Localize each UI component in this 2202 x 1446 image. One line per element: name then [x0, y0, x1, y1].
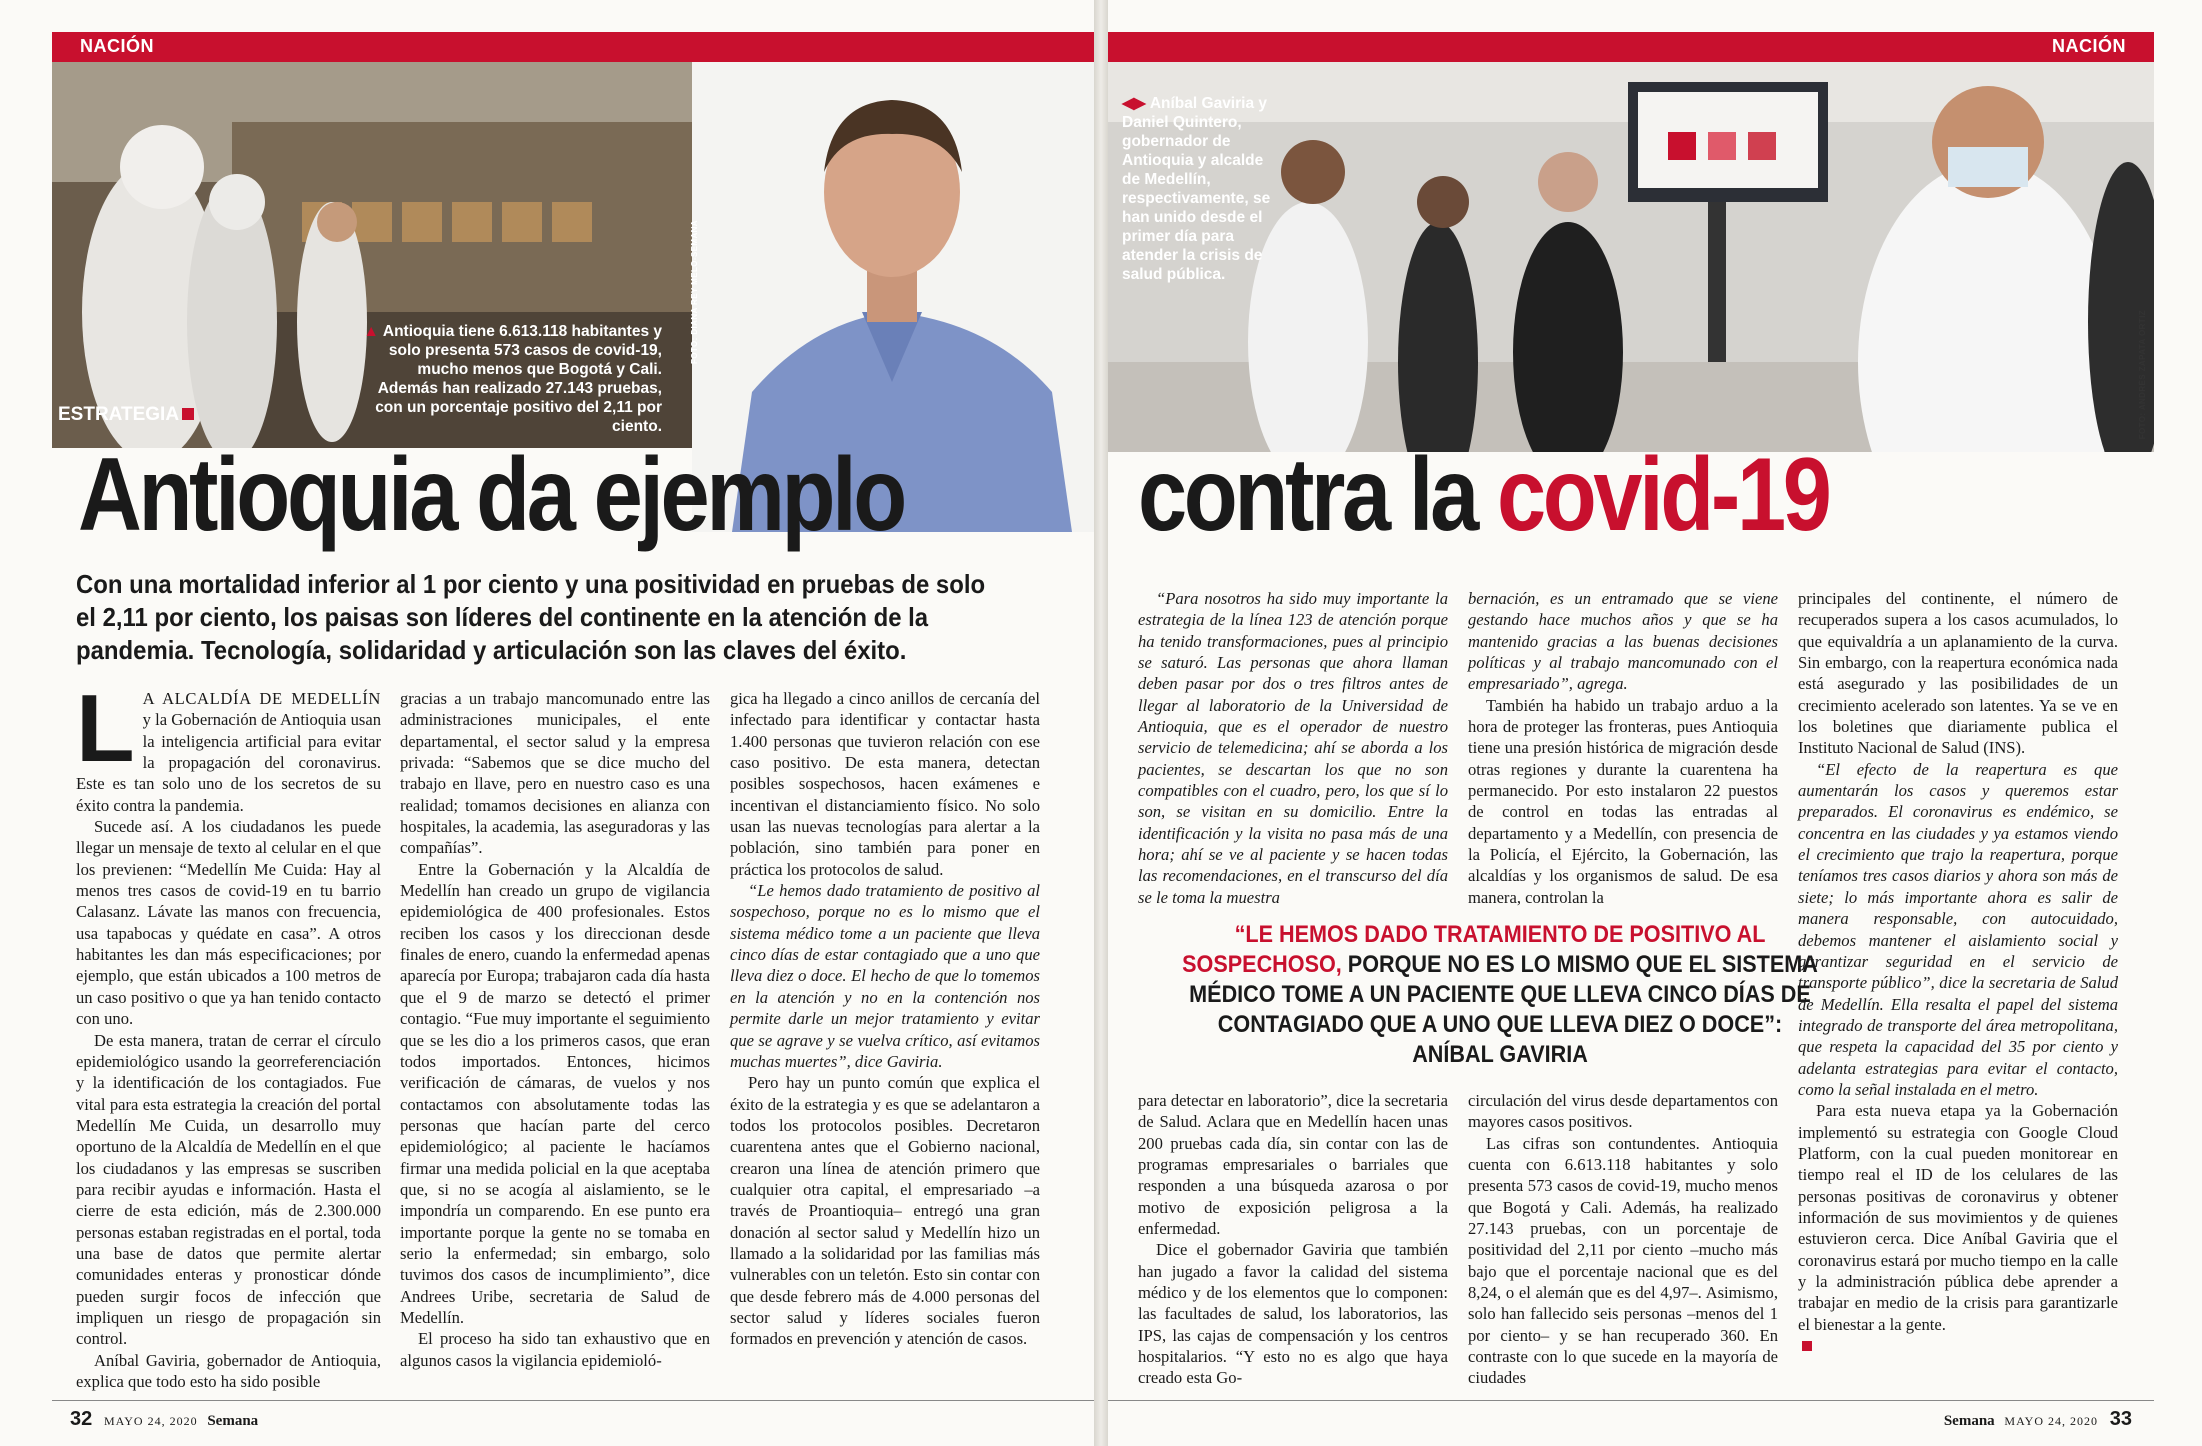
photo-credit-right: FOTO: ANDRÉS ZAPATA ORTIZ [2138, 310, 2147, 440]
left-right-arrows-icon: ◀▶ [1122, 95, 1146, 112]
photo-caption-right: ◀▶ Aníbal Gaviria y Daniel Quintero, gobernador de Antioquia y alcalde de Medellín, respectivamente, se han unido desde el primer día para atender la crisis de salud pública. [1122, 95, 1271, 283]
folio-left: 32 MAYO 24, 2020 Semana [70, 1408, 259, 1430]
headline-part1: Antioquia da ejemplo [78, 437, 904, 553]
headline-part2: contra la covid-19 [1138, 437, 1829, 553]
column-3: gica ha llegado a cinco anillos de cercanía del infectado para identificar y contactar hasta 1.400 personas que tuvieron relación con ese caso positivo. De esta manera, detectan posibles sospechosos, hacen exámenes e incentivan el distanciamiento físico. No solo usan las nuevas tecnologías para alertar a la población, sino también para poner en práctica los protocolos de salud. “Le hemos dado tratamiento de positivo al sospechoso, porque no es lo mismo que el sistema médico tome a un paciente que lleva cinco días de estar contagiado que a uno que lleva diez o doce. El hecho de que lo tomemos en la atención y no en la contención nos permite darle un mejor tratamiento y evitar que se agrave y se vuelva crítico, así evitamos muchas muertes”, dice Gaviria. Pero hay un punto común que explica el éxito de la estrategia y es que se adelantaron a todos los protocolos posibles. Decretaron cuarentena antes que el Gobierno nacional, crearon una línea de atención primero que cualquier otra capital, el empresariado –a través de Proantioquia– entregó una gran donación al sector salud y Medellín hizo un llamado a la solidaridad por las familias más vulnerables con un teletón. Esto sin contar con que desde febrero más de 4.000 personas del sector salud y líderes sociales fueron formados en prevención y atención de casos. [730, 689, 1040, 1349]
column-5-lower: circulación del virus desde departamentos con mayores casos positivos. Las cifras son contundentes. Antioquia cuenta con 6.613.118 habitantes y solo presenta 573 casos de covid-19, mucho menos que Bogotá y Cali. Además, ha realizado 27.143 pruebas, con un porcentaje de positividad del 2,11 por ciento –mucho más bajo que el porcentaje nacional que es del 8,24, o el alemán que es del 4,97–. Asimismo, solo han fallecido seis personas –menos del 1 por ciento– y se han recuperado 360. En contraste con lo que sucede en la mayoría de ciudades [1468, 1091, 1778, 1388]
photo-credit-left: FOTO: DIANA REY MELO-SEMANA [690, 220, 699, 364]
pull-quote: “LE HEMOS DADO TRATAMIENTO DE POSITIVO AL SOSPECHOSO, PORQUE NO ES LO MISMO QUE EL SISTEMA MÉDICO TOME A UN PACIENTE QUE LLEVA CINCO DÍAS DE CONTAGIADO QUE A UNO QUE LLEVA DIEZ O DOCE”: ANÍBAL GAVIRIA [1182, 921, 1818, 1068]
dropcap: L [76, 675, 135, 782]
section-bar-left [52, 32, 1094, 62]
section-label-right: NACIÓN [2052, 36, 2126, 56]
column-6: principales del continente, el número de recuperados supera a los casos acumulados, lo que equivaldría a un aplanamiento de la curva. Sin embargo, con la reapertura económica nada está asegurado y las posibilidades de un crecimiento acelerado son latentes. Ya se ve en los boletines que diariamente publica el Instituto Nacional de Salud (INS). “El efecto de la reapertura es que aumentarán los casos y queremos estar preparados. El coronavirus es endémico, se concentra en las ciudades y ya estamos viendo el crecimiento que trajo la reapertura, porque teníamos tres casos diarios y ahora son más de siete; lo más importante ahora es salir de manera responsable, con autocuidado, debemos mantener el aislamiento social y garantizar seguridad en el servicio de transporte público”, dice la secretaria de Salud de Medellín. Ella resalta el papel del sistema integrado de transporte del área metropolitana, que respeta la capacidad del 35 por ciento y adelanta estrategias para evitar el contacto, como la señal instalada en el metro. Para esta nueva etapa ya la Gobernación implementó su estrategia con Google Cloud Platform, con la cual pueden monitorear en tiempo real el ID de los celulares de las personas positivas de coronavirus y obtener información de sus movimientos y de quienes estuvieron cerca. Dice Aníbal Gaviria que el coronavirus estará por mucho tiempo en la calle y la administración pública debe aprender a trabajar en medio de la crisis para garantizarle el bienestar a la gente. [1798, 588, 2118, 1356]
left-page [0, 0, 1094, 1446]
triangle-icon: ▲ [363, 323, 379, 340]
page-gutter [1094, 0, 1108, 1446]
photo-caption-left: ▲ Antioquia tiene 6.613.118 habitantes y solo presenta 573 casos de covid-19, mucho menos que Bogotá y Cali. Además han realizado 27.143 pruebas, con un porcentaje positivo del 2,11 por ciento. [363, 323, 662, 435]
deck: Con una mortalidad inferior al 1 por ciento y una positividad en pruebas de solo el 2,11 por ciento, los paisas son líderes del continente en la atención de la pandemia. Tecnología, solidaridad y articulación son las claves del éxito. [76, 569, 986, 665]
column-4-lower: para detectar en laboratorio”, dice la secretaria de Salud. Aclara que en Medellín hacen unas 200 pruebas cada día, sin contar con las de programas empresariales o barriales que responden a una búsqueda azarosa o por motivo de exposición peligrosa a la enfermedad. Dice el gobernador Gaviria que también han jugado a favor la calidad del sistema médico y de los elementos que lo componen: las facultades de salud, los laboratorios, las IPS, las cajas de compensación y los centros hospitalarios. “Y esto no es algo que haya creado esta Go- [1138, 1091, 1448, 1388]
right-page [1108, 0, 2202, 1446]
section-tag: ESTRATEGIA [58, 404, 194, 426]
end-mark-icon [1802, 1341, 1812, 1351]
column-2: gracias a un trabajo mancomunado entre las administraciones municipales, el ente departamental, el sector salud y la empresa privada: “Sabemos que se dice mucho del trabajo en llave, pero en nuestro caso es una realidad; tomamos decisiones en alianza con hospitales, la academia, las aseguradoras y las compañías”. Entre la Gobernación y la Alcaldía de Medellín han creado un grupo de vigilancia epidemiológica de 400 profesionales. Estos reciben los casos y los direccionan desde finales de enero, cuando la enfermedad apenas aparecía por Europa; trabajaron cada día hasta que el 9 de marzo se detectó el primer contagio. “Fue muy importante el seguimiento que se les dio a los primeros casos, que eran todos importados. Entonces, hicimos verificación de cámaras, de vuelos y nos contactamos con absolutamente todas las personas que hacían parte del cerco epidemiológico; al paciente le hacíamos firmar una medida policial en la que aceptaba que, si no se acogía al aislamiento, se le impondría un comparendo. En ese punto era importante porque la gente no se tomaba en serio la enfermedad; sin embargo, solo tuvimos dos casos de incumplimiento”, dice Andrees Uribe, secretaria de Salud de Medellín. El proceso ha sido tan exhaustivo que en algunos casos la vigilancia epidemioló- [400, 689, 710, 1370]
footer-rule-left [52, 1400, 1094, 1401]
section-label-left: NACIÓN [80, 36, 154, 56]
headline-highlight: covid-19 [1497, 437, 1829, 553]
footer-rule-right [1108, 1400, 2154, 1401]
section-bar-right [1108, 32, 2154, 62]
folio-right: Semana MAYO 24, 2020 33 [1943, 1408, 2132, 1430]
column-4: “Para nosotros ha sido muy importante la estrategia de la línea 123 de atención porque ha tenido transformaciones, pues al principio se saturó. Las personas que ahora llaman deben pasar por dos o tres filtros antes de llegar al laboratorio de la Universidad de Antioquia, que es el operador de nuestro servicio de telemedicina; ahí se aborda a los pacientes, se descartan los que no son compatibles con el cuadro, pero, los que sí lo son, se visitan en su domicilio. Entre la identificación y la visita no pasa más de una hora; ahí se ve al paciente y se hacen todas las recomendaciones, en el transcurso del día se le toma la muestra [1138, 589, 1448, 907]
column-5: bernación, es un entramado que se viene gestando hace muchos años y que se ha mantenido gracias a las buenas decisiones políticas y al trabajo mancomunado con el empresariado”, agrega. También ha habido un trabajo arduo a la hora de proteger las fronteras, pues Antioquia tiene una presión histórica de migración desde otras regiones y durante la cuarentena ha permanecido. Por esto instalaron 22 puestos de control en todas las entradas al departamento y a Medellín, con presencia de la Policía, el Ejército, la Gobernación, las alcaldías y los organismos de salud. De esa manera, controlan la [1468, 589, 1778, 907]
red-square-icon [182, 408, 194, 420]
column-1: L A ALCALDÍA DE MEDELLÍN y la Gobernación de Antioquia usan la inteligencia artificial para evitar la propagación del coronavirus. Este es tan solo uno de los secretos de su éxito contra la pandemia. Sucede así. A los ciudadanos les puede llegar un mensaje de texto al celular en el que los previenen: “Medellín Me Cuida: Hay al menos tres casos de covid-19 en tu barrio Calasanz. Lávate las manos con frecuencia, usa tapabocas y quédate en casa”. A otros habitantes les dan más especificaciones; por ejemplo, que están ubicados a 100 metros de un caso positivo o que ya han tenido contacto con uno. De esta manera, tratan de cerrar el círculo epidemiológico usando la georreferenciación y la identificación de los contagiados. Fue vital para esta estrategia la creación del portal Medellín Me Cuida, un desarrollo muy oportuno de la Alcaldía de Medellín en el que los ciudadanos y las empresas se suscriben para recibir ayudas e información. Hasta el cierre de esta edición, más de 2.300.000 personas estaban registradas en el portal, toda una base de datos que permite alertar comunidades enteras y pronosticar dónde pueden surgir focos de infección que impliquen un riesgo de propagación sin control. Aníbal Gaviria, gobernador de Antioquia, explica que todo esto ha sido posible [76, 675, 381, 1391]
